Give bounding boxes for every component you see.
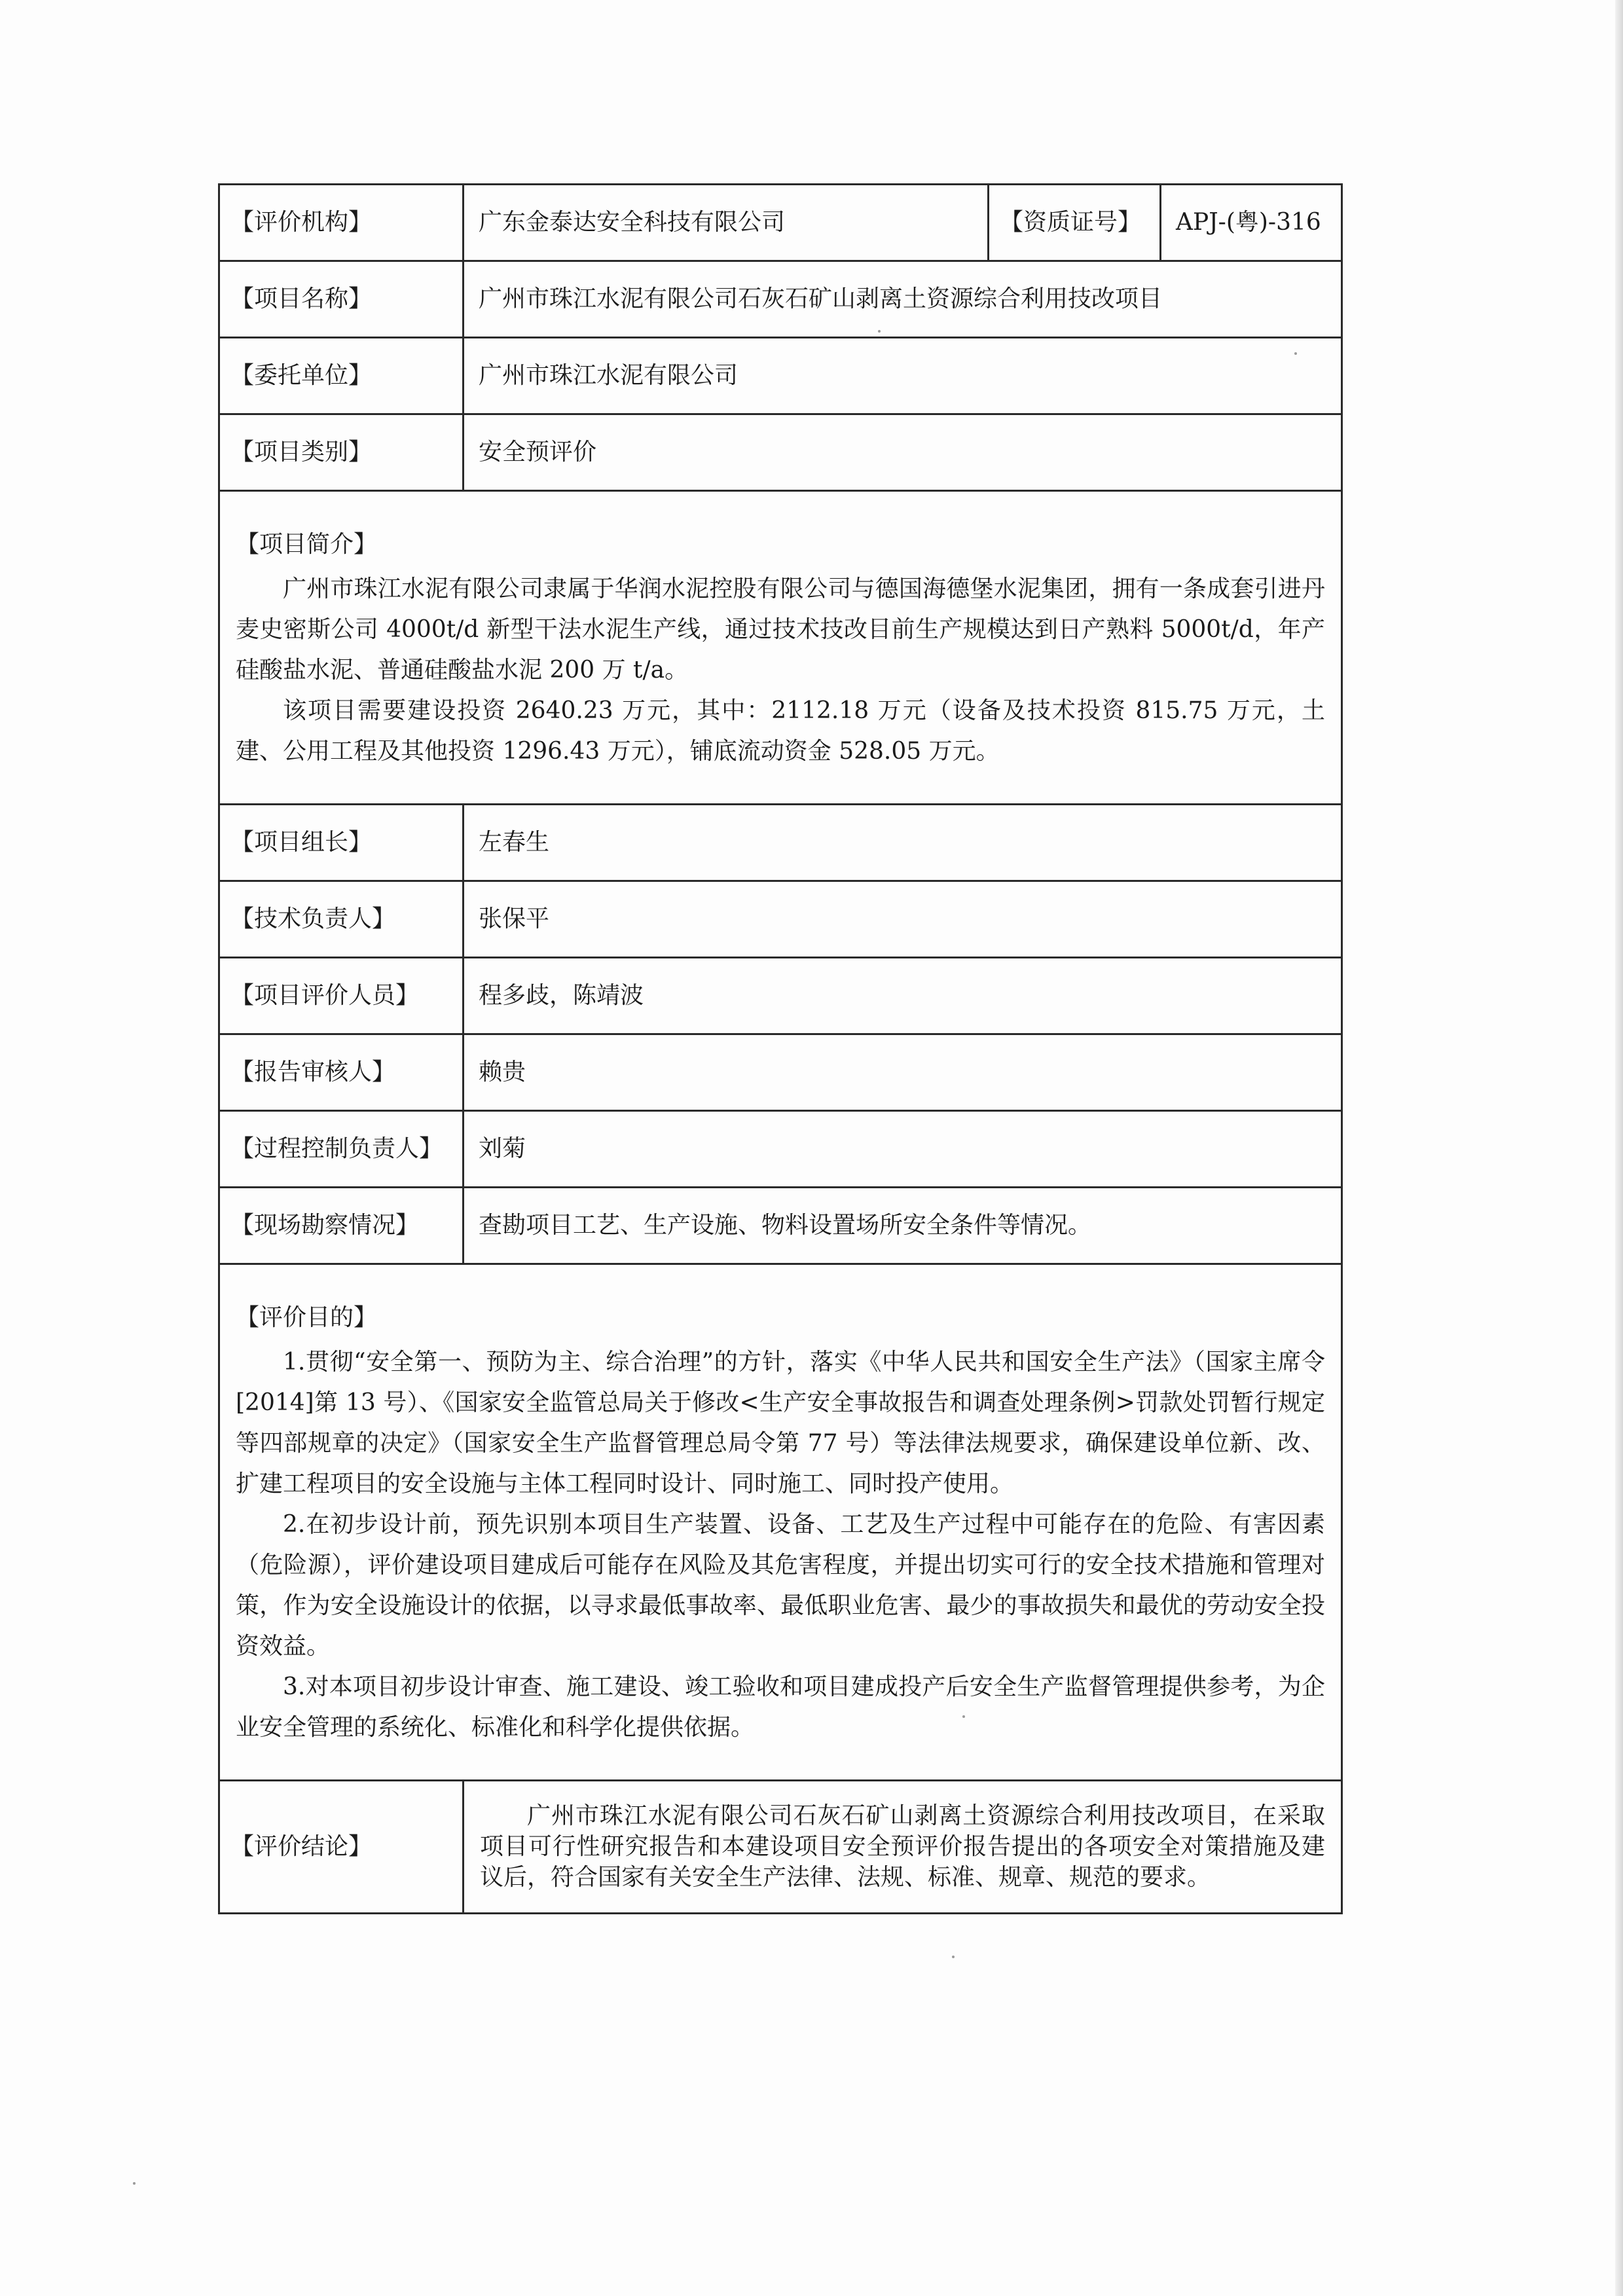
- site-survey-value: 查勘项目工艺、生产设施、物料设置场所安全条件等情况。: [464, 1188, 1342, 1264]
- site-survey-label: 【现场勘察情况】: [219, 1188, 464, 1264]
- purpose-cell: [219, 1264, 1342, 1781]
- tech-lead-label: 【技术负责人】: [219, 881, 464, 958]
- institution-label: 【评价机构】: [219, 185, 464, 261]
- project-name-row: [219, 261, 1342, 338]
- purpose-paragraph: 3.对本项目初步设计审查、施工建设、竣工验收和项目建成投产后安全生产监督管理提供参考，为企业安全管理的系统化、标准化和科学化提供依据。: [236, 1673, 1325, 1741]
- reviewer-label: 【报告审核人】: [219, 1034, 464, 1111]
- reviewer-value: 赖贵: [464, 1034, 1342, 1111]
- summary-paragraph: 广州市珠江水泥有限公司隶属于华润水泥控股有限公司与德国海德堡水泥集团，拥有一条成套引进丹麦史密斯公司 4000t/d 新型干法水泥生产线，通过技术技改目前生产规模达到日产熟料 5000t/d，年产硅酸盐水泥、普通硅酸盐水泥 200 万 t/a。: [236, 575, 1325, 683]
- personnel-row: [219, 805, 1342, 881]
- evaluators-value: 程多歧，陈靖波: [464, 958, 1342, 1034]
- personnel-row: [219, 1034, 1342, 1111]
- summary-paragraph: 该项目需要建设投资 2640.23 万元，其中：2112.18 万元（设备及技术投资 815.75 万元，土建、公用工程及其他投资 1296.43 万元），铺底流动资金 528.05 万元。: [236, 697, 1325, 765]
- client-label: 【委托单位】: [219, 338, 464, 414]
- team-leader-label: 【项目组长】: [219, 805, 464, 881]
- purpose-paragraph: 1.贯彻“安全第一、预防为主、综合治理”的方针，落实《中华人民共和国安全生产法》（国家主席令[2014]第 13 号）、《国家安全监管总局关于修改<生产安全事故报告和调查处理条例>罚款处罚暂行规定等四部规章的决定》（国家安全生产监督管理总局令第 77 号）等法律法规要求，确保建设单位新、改、扩建工程项目的安全设施与主体工程同时设计、同时施工、同时投产使用。: [236, 1349, 1325, 1497]
- client-value: 广州市珠江水泥有限公司: [464, 338, 1342, 414]
- summary-title: 【项目简介】: [236, 531, 378, 558]
- purpose-title: 【评价目的】: [236, 1304, 378, 1331]
- project-name-value: 广州市珠江水泥有限公司石灰石矿山剥离土资源综合利用技改项目: [464, 261, 1342, 338]
- institution-value: 广东金泰达安全科技有限公司: [464, 185, 989, 261]
- tech-lead-value: 张保平: [464, 881, 1342, 958]
- project-name-label: 【项目名称】: [219, 261, 464, 338]
- personnel-row: [219, 1188, 1342, 1264]
- process-control-label: 【过程控制负责人】: [219, 1111, 464, 1188]
- category-label: 【项目类别】: [219, 414, 464, 491]
- conclusion-label: 【评价结论】: [219, 1781, 464, 1914]
- client-row: [219, 338, 1342, 414]
- cert-label: 【资质证号】: [989, 185, 1161, 261]
- team-leader-value: 左春生: [464, 805, 1342, 881]
- page-edge-shadow: [1615, 0, 1623, 2296]
- purpose-row: [219, 1264, 1342, 1781]
- evaluation-info-table: [218, 183, 1343, 1914]
- process-control-value: 刘菊: [464, 1111, 1342, 1188]
- evaluators-label: 【项目评价人员】: [219, 958, 464, 1034]
- summary-row: [219, 491, 1342, 805]
- personnel-row: [219, 1111, 1342, 1188]
- institution-row: [219, 185, 1342, 261]
- category-value: 安全预评价: [464, 414, 1342, 491]
- personnel-row: [219, 881, 1342, 958]
- scan-speck: [133, 2182, 136, 2185]
- scan-speck: [952, 1956, 955, 1958]
- summary-cell: [219, 491, 1342, 805]
- personnel-row: [219, 958, 1342, 1034]
- purpose-paragraph: 2.在初步设计前，预先识别本项目生产装置、设备、工艺及生产过程中可能存在的危险、有害因素（危险源），评价建设项目建成后可能存在风险及其危害程度，并提出切实可行的安全技术措施和管理对策，作为安全设施设计的依据，以寻求最低事故率、最低职业危害、最少的事故损失和最优的劳动安全投资效益。: [236, 1511, 1325, 1660]
- cert-value: APJ-(粤)-316: [1161, 185, 1342, 261]
- conclusion-row: [219, 1781, 1342, 1914]
- conclusion-text: 广州市珠江水泥有限公司石灰石矿山剥离土资源综合利用技改项目，在采取项目可行性研究报告和本建设项目安全预评价报告提出的各项安全对策措施及建议后，符合国家有关安全生产法律、法规、标准、规章、规范的要求。: [464, 1781, 1342, 1914]
- category-row: [219, 414, 1342, 491]
